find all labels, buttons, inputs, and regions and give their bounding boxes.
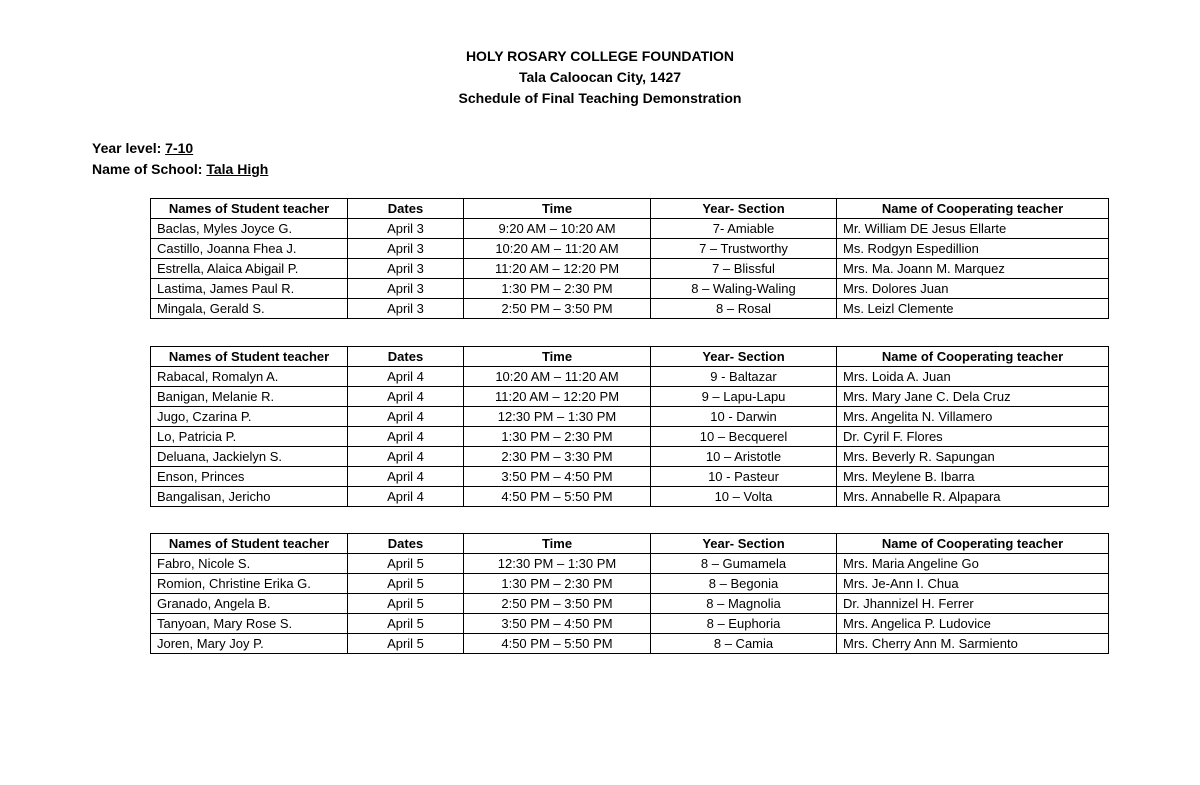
student-teacher-cell: Mingala, Gerald S.	[151, 299, 348, 319]
cooperating-teacher-cell: Mrs. Cherry Ann M. Sarmiento	[837, 634, 1109, 654]
date-cell: April 5	[348, 594, 464, 614]
header-student-teacher: Names of Student teacher	[151, 347, 348, 367]
school-value: Tala High	[206, 161, 269, 177]
student-teacher-cell: Lastima, James Paul R.	[151, 279, 348, 299]
table-row	[151, 239, 1109, 259]
table-row	[151, 554, 1109, 574]
student-teacher-cell: Tanyoan, Mary Rose S.	[151, 614, 348, 634]
cooperating-teacher-cell: Ms. Rodgyn Espedillion	[837, 239, 1109, 259]
header-year-section: Year- Section	[651, 199, 837, 219]
student-teacher-cell: Lo, Patricia P.	[151, 427, 348, 447]
date-cell: April 4	[348, 387, 464, 407]
year-section-cell: 10 - Darwin	[651, 407, 837, 427]
table-header-row	[151, 347, 1109, 367]
time-cell: 12:30 PM – 1:30 PM	[464, 554, 651, 574]
date-cell: April 5	[348, 554, 464, 574]
student-teacher-cell: Baclas, Myles Joyce G.	[151, 219, 348, 239]
year-level-value: 7-10	[165, 140, 194, 156]
time-cell: 3:50 PM – 4:50 PM	[464, 467, 651, 487]
date-cell: April 4	[348, 447, 464, 467]
table-row	[151, 387, 1109, 407]
student-teacher-cell: Jugo, Czarina P.	[151, 407, 348, 427]
table-header-row	[151, 199, 1109, 219]
table-header-row	[151, 534, 1109, 554]
document-meta	[92, 138, 268, 180]
table-row	[151, 279, 1109, 299]
year-level-line	[92, 138, 268, 159]
schedule-table-april-4	[150, 346, 1109, 507]
institution-address: Tala Caloocan City, 1427	[518, 69, 682, 85]
table-row	[151, 427, 1109, 447]
time-cell: 11:20 AM – 12:20 PM	[464, 387, 651, 407]
header-time: Time	[464, 534, 651, 554]
time-cell: 1:30 PM – 2:30 PM	[464, 279, 651, 299]
student-teacher-cell: Rabacal, Romalyn A.	[151, 367, 348, 387]
table-row	[151, 614, 1109, 634]
header-student-teacher: Names of Student teacher	[151, 199, 348, 219]
student-teacher-cell: Granado, Angela B.	[151, 594, 348, 614]
school-line	[92, 159, 268, 180]
header-time: Time	[464, 199, 651, 219]
schedule-table-april-5	[150, 533, 1109, 654]
time-cell: 4:50 PM – 5:50 PM	[464, 487, 651, 507]
header-year-section: Year- Section	[651, 534, 837, 554]
cooperating-teacher-cell: Mr. William DE Jesus Ellarte	[837, 219, 1109, 239]
document-title: Schedule of Final Teaching Demonstration	[458, 90, 742, 106]
cooperating-teacher-cell: Mrs. Dolores Juan	[837, 279, 1109, 299]
time-cell: 3:50 PM – 4:50 PM	[464, 614, 651, 634]
student-teacher-cell: Romion, Christine Erika G.	[151, 574, 348, 594]
time-cell: 4:50 PM – 5:50 PM	[464, 634, 651, 654]
cooperating-teacher-cell: Mrs. Ma. Joann M. Marquez	[837, 259, 1109, 279]
year-section-cell: 10 – Aristotle	[651, 447, 837, 467]
date-cell: April 3	[348, 219, 464, 239]
table-row	[151, 634, 1109, 654]
date-cell: April 5	[348, 614, 464, 634]
cooperating-teacher-cell: Dr. Cyril F. Flores	[837, 427, 1109, 447]
time-cell: 1:30 PM – 2:30 PM	[464, 574, 651, 594]
table-row	[151, 487, 1109, 507]
table-row	[151, 407, 1109, 427]
table-row	[151, 594, 1109, 614]
year-section-cell: 8 – Euphoria	[651, 614, 837, 634]
student-teacher-cell: Fabro, Nicole S.	[151, 554, 348, 574]
date-cell: April 4	[348, 367, 464, 387]
time-cell: 2:50 PM – 3:50 PM	[464, 299, 651, 319]
header-cooperating-teacher: Name of Cooperating teacher	[837, 347, 1109, 367]
year-section-cell: 10 – Volta	[651, 487, 837, 507]
cooperating-teacher-cell: Mrs. Je-Ann I. Chua	[837, 574, 1109, 594]
time-cell: 11:20 AM – 12:20 PM	[464, 259, 651, 279]
date-cell: April 3	[348, 299, 464, 319]
date-cell: April 3	[348, 239, 464, 259]
table-row	[151, 574, 1109, 594]
year-section-cell: 8 – Begonia	[651, 574, 837, 594]
cooperating-teacher-cell: Mrs. Meylene B. Ibarra	[837, 467, 1109, 487]
table-row	[151, 467, 1109, 487]
student-teacher-cell: Banigan, Melanie R.	[151, 387, 348, 407]
header-year-section: Year- Section	[651, 347, 837, 367]
student-teacher-cell: Bangalisan, Jericho	[151, 487, 348, 507]
cooperating-teacher-cell: Ms. Leizl Clemente	[837, 299, 1109, 319]
cooperating-teacher-cell: Mrs. Beverly R. Sapungan	[837, 447, 1109, 467]
time-cell: 9:20 AM – 10:20 AM	[464, 219, 651, 239]
time-cell: 2:50 PM – 3:50 PM	[464, 594, 651, 614]
time-cell: 1:30 PM – 2:30 PM	[464, 427, 651, 447]
year-section-cell: 10 - Pasteur	[651, 467, 837, 487]
school-label: Name of School:	[92, 161, 207, 177]
header-cooperating-teacher: Name of Cooperating teacher	[837, 199, 1109, 219]
header-dates: Dates	[348, 347, 464, 367]
date-cell: April 4	[348, 407, 464, 427]
table-row	[151, 299, 1109, 319]
header-dates: Dates	[348, 534, 464, 554]
schedule-table-april-3	[150, 198, 1109, 319]
time-cell: 2:30 PM – 3:30 PM	[464, 447, 651, 467]
time-cell: 10:20 AM – 11:20 AM	[464, 239, 651, 259]
year-section-cell: 9 – Lapu-Lapu	[651, 387, 837, 407]
student-teacher-cell: Joren, Mary Joy P.	[151, 634, 348, 654]
time-cell: 12:30 PM – 1:30 PM	[464, 407, 651, 427]
institution-name: HOLY ROSARY COLLEGE FOUNDATION	[465, 48, 735, 64]
date-cell: April 4	[348, 467, 464, 487]
student-teacher-cell: Castillo, Joanna Fhea J.	[151, 239, 348, 259]
cooperating-teacher-cell: Mrs. Loida A. Juan	[837, 367, 1109, 387]
date-cell: April 5	[348, 634, 464, 654]
year-section-cell: 8 – Rosal	[651, 299, 837, 319]
table-row	[151, 447, 1109, 467]
year-section-cell: 7- Amiable	[651, 219, 837, 239]
header-cooperating-teacher: Name of Cooperating teacher	[837, 534, 1109, 554]
year-section-cell: 10 – Becquerel	[651, 427, 837, 447]
table-row	[151, 219, 1109, 239]
year-section-cell: 8 – Waling-Waling	[651, 279, 837, 299]
student-teacher-cell: Estrella, Alaica Abigail P.	[151, 259, 348, 279]
cooperating-teacher-cell: Mrs. Mary Jane C. Dela Cruz	[837, 387, 1109, 407]
year-section-cell: 8 – Gumamela	[651, 554, 837, 574]
year-level-label: Year level:	[92, 140, 166, 156]
header-dates: Dates	[348, 199, 464, 219]
year-section-cell: 7 – Blissful	[651, 259, 837, 279]
year-section-cell: 8 – Camia	[651, 634, 837, 654]
cooperating-teacher-cell: Mrs. Annabelle R. Alpapara	[837, 487, 1109, 507]
student-teacher-cell: Enson, Princes	[151, 467, 348, 487]
date-cell: April 4	[348, 427, 464, 447]
date-cell: April 4	[348, 487, 464, 507]
date-cell: April 3	[348, 279, 464, 299]
cooperating-teacher-cell: Dr. Jhannizel H. Ferrer	[837, 594, 1109, 614]
year-section-cell: 8 – Magnolia	[651, 594, 837, 614]
time-cell: 10:20 AM – 11:20 AM	[464, 367, 651, 387]
cooperating-teacher-cell: Mrs. Maria Angeline Go	[837, 554, 1109, 574]
table-row	[151, 367, 1109, 387]
year-section-cell: 9 - Baltazar	[651, 367, 837, 387]
year-section-cell: 7 – Trustworthy	[651, 239, 837, 259]
table-row	[151, 259, 1109, 279]
header-time: Time	[464, 347, 651, 367]
date-cell: April 3	[348, 259, 464, 279]
date-cell: April 5	[348, 574, 464, 594]
header-student-teacher: Names of Student teacher	[151, 534, 348, 554]
cooperating-teacher-cell: Mrs. Angelita N. Villamero	[837, 407, 1109, 427]
document-header	[0, 46, 1200, 109]
cooperating-teacher-cell: Mrs. Angelica P. Ludovice	[837, 614, 1109, 634]
student-teacher-cell: Deluana, Jackielyn S.	[151, 447, 348, 467]
